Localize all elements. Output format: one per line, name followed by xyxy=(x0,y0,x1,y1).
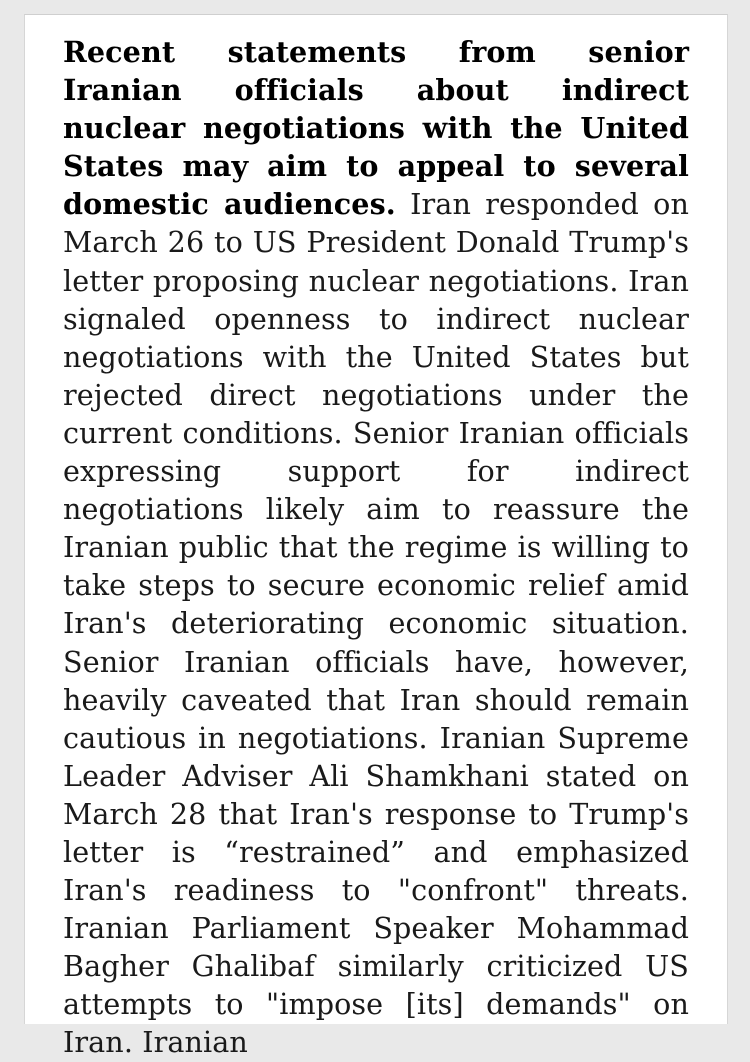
paragraph-body: Iran responded on March 26 to US President Donald Trump's letter proposing nuclear negotiations. Iran signaled openness to indirect nuclear negotiations with the United States but rejected direct negotiations under the current conditions. Senior Iranian officials expressing support for indirect negotiations likely aim to reassure the Iranian public that the regime is willing to take steps to secure economic relief amid Iran's deteriorating economic situation. Senior Iranian officials have, however, heavily caveated that Iran should remain cautious in negotiations. Iranian Supreme Leader Adviser Ali Shamkhani stated on March 28 that Iran's response to Trump's letter is “restrained” and emphasized Iran's readiness to "confront" threats. Iranian Parliament Speaker Mohammad Bagher Ghalibaf similarly criticized US attempts to "impose [its] demands" on Iran. Iranian xyxy=(63,187,689,1060)
lead-sentence: Recent statements from senior Iranian officials about indirect nuclear negotiations with the United States may aim to appeal to several domestic audiences. xyxy=(63,35,689,222)
article-paragraph xyxy=(63,33,689,1062)
document-page xyxy=(24,14,728,1060)
